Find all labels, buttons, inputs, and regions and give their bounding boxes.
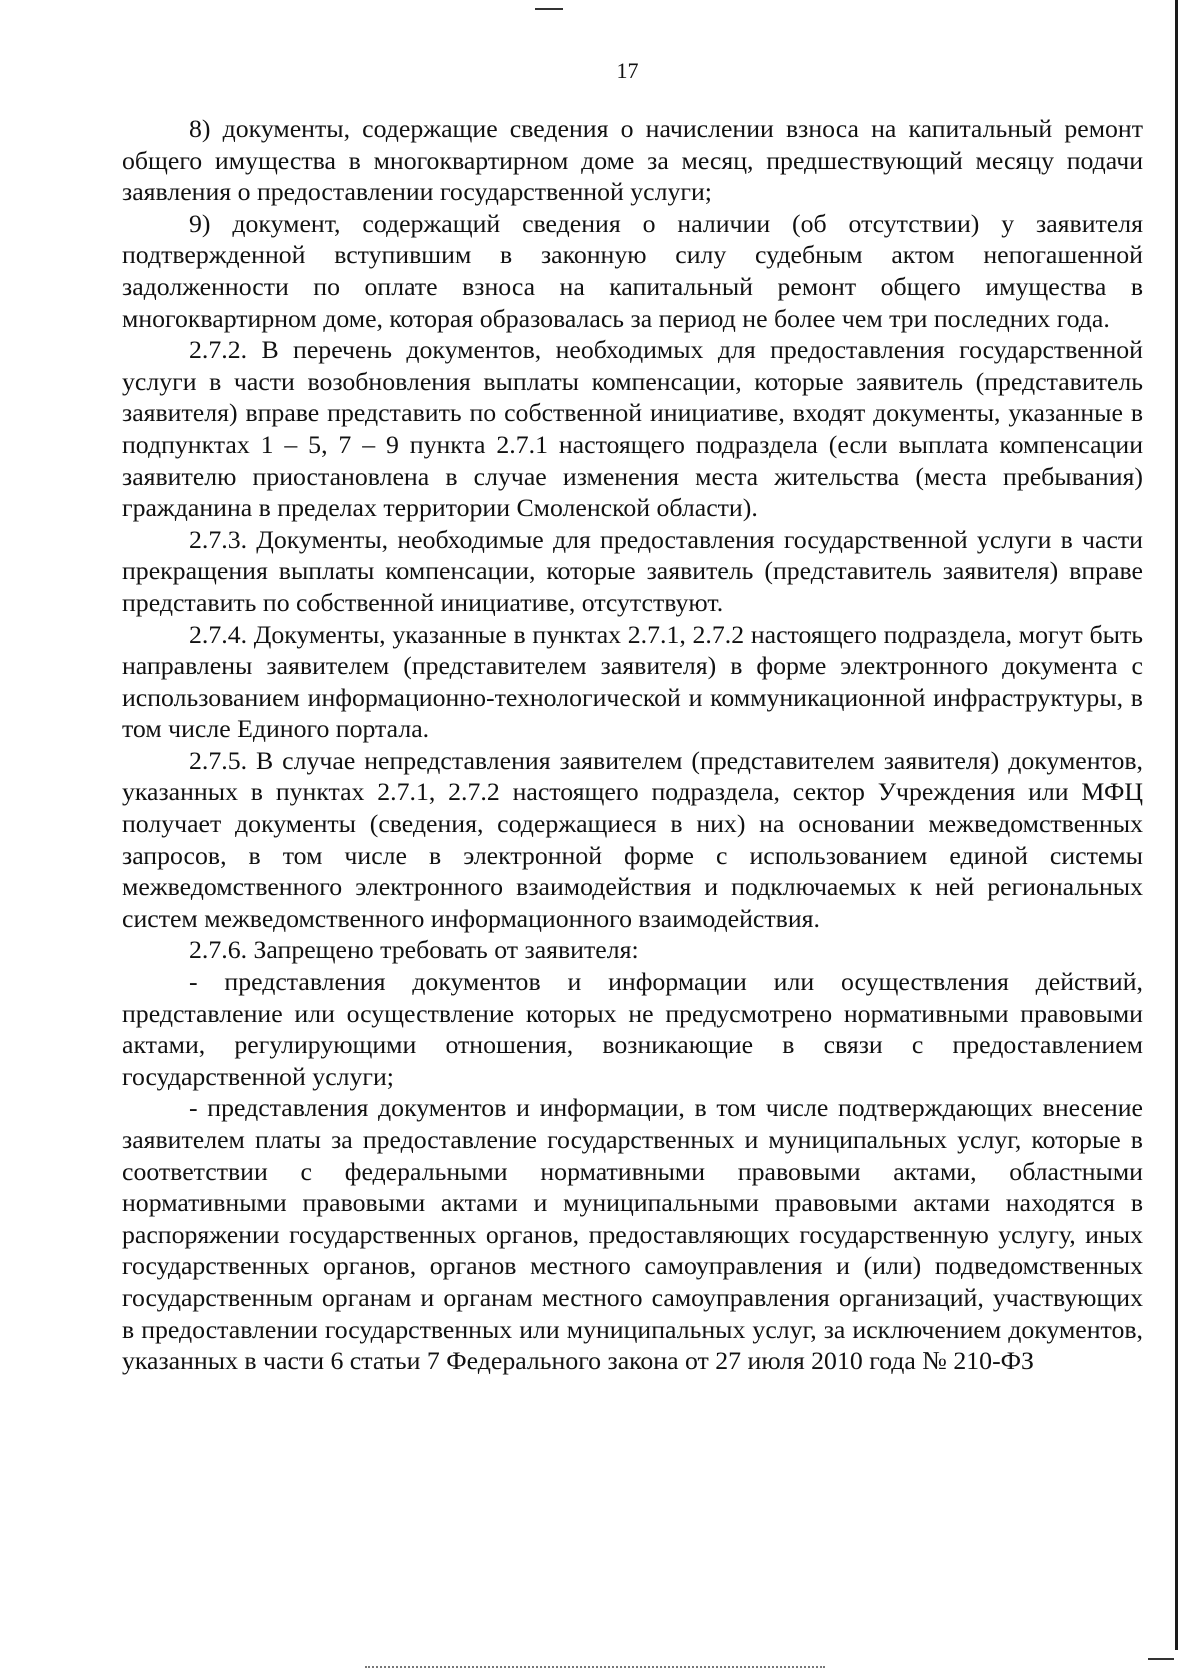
- document-body: [122, 113, 1143, 1377]
- paragraph-item-8: 8) документы, содержащие сведения о начислении взноса на капитальный ремонт общего имущества в многоквартирном доме за месяц, предшествующий месяцу подачи заявления о предоставлении государственной услуги;: [122, 114, 1143, 207]
- paragraph-2-7-5: 2.7.5. В случае непредставления заявителем (представителем заявителя) документов, указанных в пунктах 2.7.1, 2.7.2 настоящего подраздела, сектор Учреждения или МФЦ получает документы (сведения, содержащиеся в них) на основании межведомственных запросов, в том числе в электронной форме с использованием единой системы межведомственного электронного взаимодействия и подключаемых к ней региональных систем межведомственного информационного взаимодействия.: [122, 745, 1143, 933]
- scan-edge-right: [1175, 0, 1178, 1650]
- paragraph-2-7-3: 2.7.3. Документы, необходимые для предоставления государственной услуги в части прекращения выплаты компенсации, которые заявитель (представитель заявителя) вправе представить по собственной инициативе, отсутствуют.: [122, 524, 1143, 617]
- paragraph-2-7-6: 2.7.6. Запрещено требовать от заявителя:: [189, 935, 639, 965]
- paragraph-item-9: 9) документ, содержащий сведения о наличии (об отсутствии) у заявителя подтвержденной вступившим в законную силу судебным актом непогашенной задолженности по оплате взноса на капитальный ремонт общего имущества в многоквартирном доме, которая образовалась за период не более чем три последних года.: [122, 208, 1143, 333]
- paragraph-list-item-2: - представления документов и информации, в том числе подтверждающих внесение заявителем платы за предоставление государственных и муниципальных услуг, которые в соответствии с федеральными нормативными правовыми актами, областными нормативными правовыми актами и муниципальными правовыми актами находятся в распоряжении государственных органов, предоставляющих государственную услугу, иных государственных органов, органов местного самоуправления и (или) подведомственных государственным органам и органам местного самоуправления организаций, участвующих в предоставлении государственных или муниципальных услуг, за исключением документов, указанных в части 6 статьи 7 Федерального закона от 27 июля 2010 года № 210-ФЗ: [122, 1093, 1143, 1376]
- scan-artifact-bottom: [365, 1666, 825, 1669]
- paragraph-list-item-1: - представления документов и информации или осуществления действий, представление или осуществление которых не предусмотрено нормативными правовыми актами, регулирующими отношения, возникающие в связи с предоставлением государственной услуги;: [122, 967, 1143, 1091]
- page-number: 17: [616, 58, 639, 83]
- paragraph-2-7-4: 2.7.4. Документы, указанные в пунктах 2.7.1, 2.7.2 настоящего подраздела, могут быть направлены заявителем (представителем заявителя) в форме электронного документа с использованием информационно-технологической и коммуникационной инфраструктуры, в том числе Единого портала.: [122, 619, 1143, 744]
- scan-mark-top: [535, 8, 563, 10]
- paragraph-2-7-2: 2.7.2. В перечень документов, необходимых для предоставления государственной услуги в части возобновления выплаты компенсации, которые заявитель (представитель заявителя) вправе представить по собственной инициативе, входят документы, указанные в подпунктах 1 – 5, 7 – 9 пункта 2.7.1 настоящего подраздела (если выплата компенсации заявителю приостановлена в случае изменения места жительства (места пребывания) гражданина в пределах территории Смоленской области).: [122, 335, 1143, 523]
- scan-mark-bottom: [1148, 1658, 1174, 1660]
